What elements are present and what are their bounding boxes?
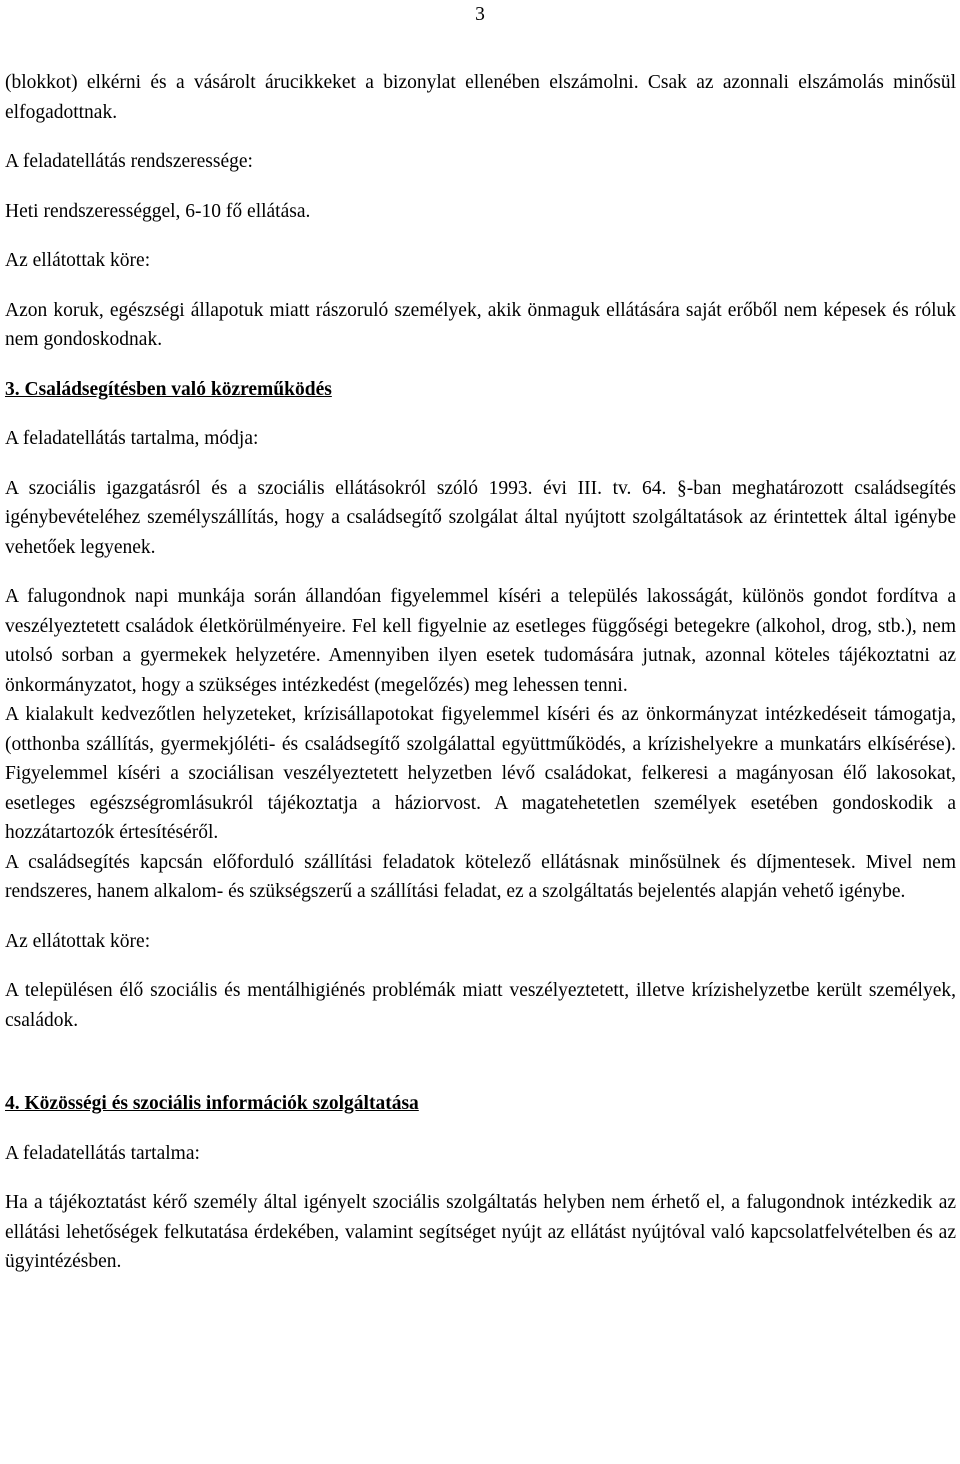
paragraph: Azon koruk, egészségi állapotuk miatt rászoruló személyek, akik önmaguk ellátására saját erőből nem képesek és róluk nem gondoskodnak. — [5, 299, 956, 350]
paragraph: A falugondnok napi munkája során állandóan figyelemmel kíséri a település lakosságát, különös gondot fordítva a veszélyeztetett családok életkörülményeire. Fel kell figyelnie az esetleges függőségi betegekre (alkohol, drog, stb.), nem utolsó sorban a gyermekek helyzetére. Amennyiben ilyen esetek tudomására jutnak, azonnal köteles tájékoztatni az önkormányzatot, hogy a szükséges intézkedést (megelőzés) meg lehessen tenni. — [5, 586, 956, 696]
paragraph: A szociális igazgatásról és a szociális ellátásokról szóló 1993. évi III. tv. 64. §-ban meghatározott családsegítés igénybevételéhez személyszállítás, hogy a családsegítő szolgálat által nyújtott szolgáltatások az érintettek által igénybe vehetőek legyenek. — [5, 477, 956, 558]
section-label: A feladatellátás rendszeressége: — [5, 151, 253, 172]
paragraph: Heti rendszerességgel, 6-10 fő ellátása. — [5, 200, 311, 222]
page-number: 3 — [475, 4, 485, 25]
section-label: Az ellátottak köre: — [5, 250, 151, 271]
paragraph: A településen élő szociális és mentálhigiénés problémák miatt veszélyeztetett, illetve krízishelyzetbe került személyek, családok. — [5, 980, 956, 1031]
section-heading: 3. Családsegítésben való közreműködés — [5, 378, 332, 400]
paragraph: Ha a tájékoztatást kérő személy által igényelt szociális szolgáltatás helyben nem érhető el, a falugondnok intézkedik az ellátási lehetőségek felkutatása érdekében, valamint segítséget nyújt az ellátást nyújtóval való kapcsolatfelvételben és az ügyintézésben. — [5, 1192, 956, 1272]
section-heading: 4. Közösségi és szociális információk szolgáltatása — [5, 1093, 419, 1114]
paragraph: A családsegítés kapcsán előforduló szállítási feladatok kötelező ellátásnak minősülnek és díjmentesek. Mivel nem rendszeres, hanem alkalom- és szükségszerű a szállítási feladat, ez a szolgáltatás bejelentés alapján vehető igénybe. — [5, 851, 956, 902]
paragraph: A kialakult kedvezőtlen helyzeteket, krízisállapotokat figyelemmel kíséri és az önkormányzat intézkedéseit támogatja, (otthonba szállítás, gyermekjóléti- és családsegítő szolgálattal együttműködés, a krízishelyekre a munkatárs elkísérése). Figyelemmel kíséri a szociálisan veszélyeztetett helyzetben lévő családokat, felkeresi a magányosan élő lakosokat, esetleges egészségromlásukról tájékoztatja a háziorvost. A magatehetetlen személyek esetében gondoskodik a hozzátartozók értesítéséről. — [5, 704, 956, 843]
paragraph: (blokkot) elkérni és a vásárolt árucikkeket a bizonylat ellenében elszámolni. Csak az azonnali elszámolás minősül elfogadottnak. — [5, 72, 956, 123]
section-label: A feladatellátás tartalma: — [5, 1142, 200, 1164]
section-label: A feladatellátás tartalma, módja: — [5, 428, 259, 449]
section-label: Az ellátottak köre: — [5, 930, 151, 952]
document-body — [5, 68, 956, 1277]
